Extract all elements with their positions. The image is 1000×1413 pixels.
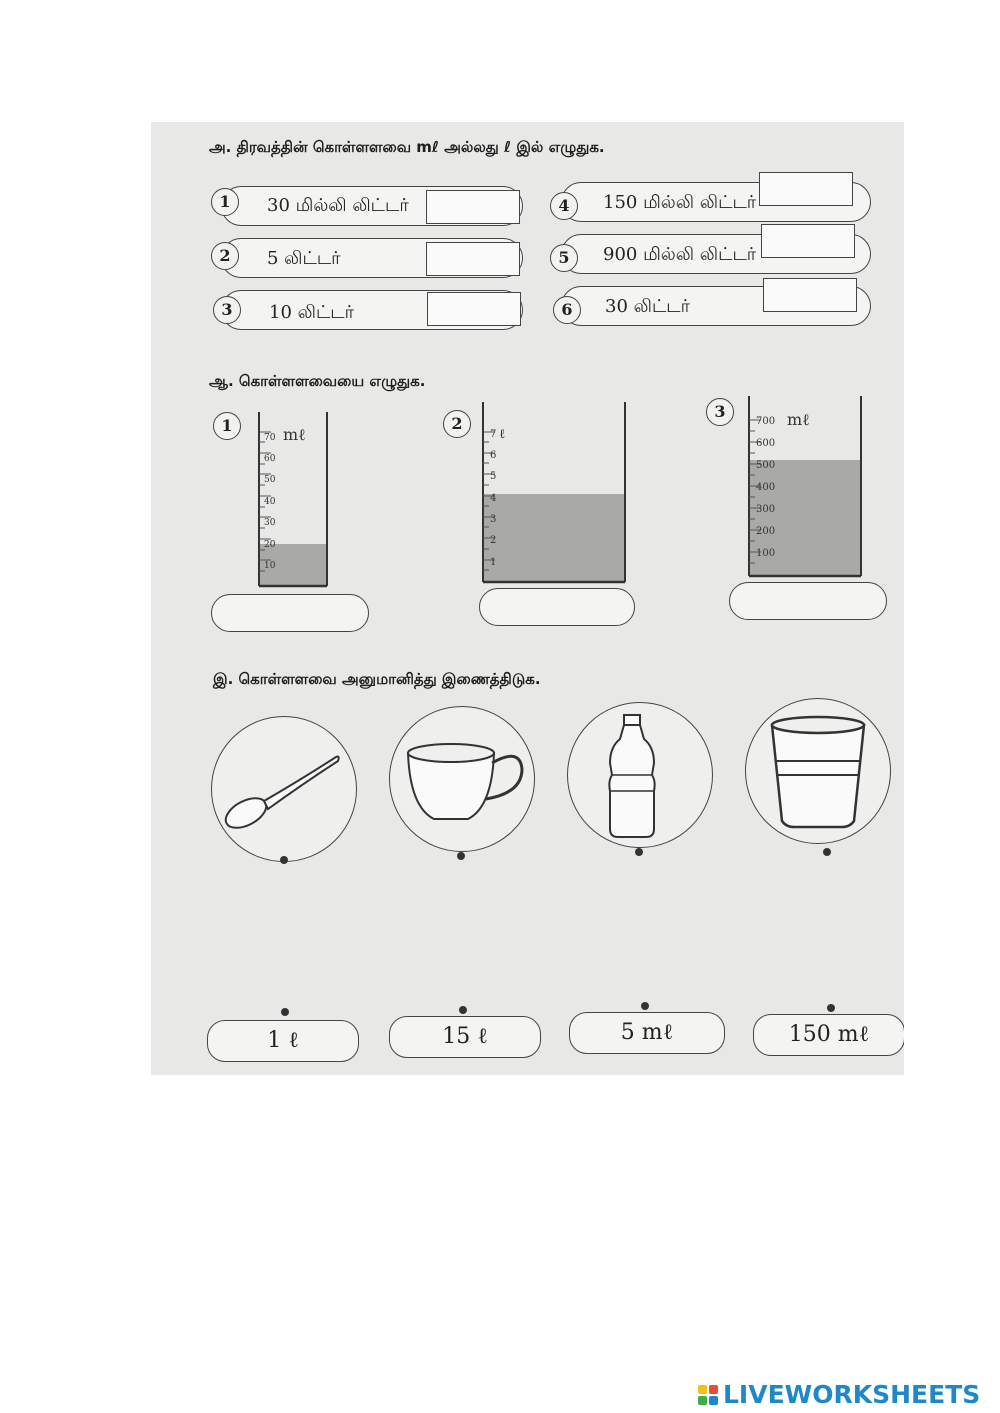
tick-label: 6 (490, 450, 497, 461)
picture-circle-cup (389, 706, 535, 852)
item-text-1: 30 மில்லி லிட்டர் (267, 195, 409, 216)
match-dot-top[interactable] (823, 848, 831, 856)
cup-icon (390, 707, 534, 851)
answer-option-3[interactable]: 5 mℓ (569, 1012, 725, 1054)
tick-label: 30 (264, 518, 276, 528)
section-c-title: இ. கொள்ளளவை அனுமானித்து இணைத்திடுக. (213, 670, 541, 688)
item-text-5: 900 மில்லி லிட்டர் (603, 244, 757, 265)
match-dot-bottom[interactable] (281, 1008, 289, 1016)
match-dot-top[interactable] (635, 848, 643, 856)
item-number-2: 2 (211, 242, 239, 270)
answer-option-1[interactable]: 1 ℓ (207, 1020, 359, 1062)
answer-option-2[interactable]: 15 ℓ (389, 1016, 541, 1058)
answer-box-6[interactable] (763, 278, 857, 312)
logo-mark-icon (698, 1385, 718, 1405)
tick-label: 20 (264, 540, 276, 550)
tick-label: 700 (756, 416, 776, 427)
measuring-cylinder-1 (247, 410, 337, 590)
tick-label: 40 (264, 497, 276, 507)
tick-label: 5 (490, 471, 497, 482)
beaker-answer-2[interactable] (479, 588, 635, 626)
tick-label: 500 (756, 460, 776, 471)
match-dot-bottom[interactable] (641, 1002, 649, 1010)
tick-label: 2 (490, 535, 497, 546)
item-number-4: 4 (550, 192, 578, 220)
answer-box-1[interactable] (426, 190, 520, 224)
tick-label: 10 (264, 561, 276, 571)
match-dot-bottom[interactable] (827, 1004, 835, 1012)
worksheet-page (151, 122, 904, 1075)
item-text-3: 10 லிட்டர் (269, 302, 355, 323)
answer-box-3[interactable] (427, 292, 521, 326)
tick-label: 50 (264, 475, 276, 485)
picture-circle-bucket (745, 698, 891, 844)
beaker-answer-1[interactable] (211, 594, 369, 632)
bucket-icon (746, 699, 890, 843)
match-dot-bottom[interactable] (459, 1006, 467, 1014)
item-number-3: 3 (213, 296, 241, 324)
answer-box-5[interactable] (761, 224, 855, 258)
unit-label: ℓ (499, 427, 506, 442)
item-text-2: 5 லிட்டர் (267, 248, 341, 269)
tick-label: 400 (756, 482, 776, 493)
section-a-title: அ. திரவத்தின் கொள்ளளவை mℓ அல்லது ℓ இல் எழுதுக. (209, 138, 605, 156)
spoon-icon (212, 717, 356, 861)
tick-label: 7 (490, 429, 497, 440)
beaker-number-1: 1 (213, 412, 241, 440)
tick-label: 3 (490, 514, 497, 525)
measuring-cylinder-2 (473, 400, 633, 586)
tick-label: 60 (264, 454, 276, 464)
tick-label: 300 (756, 504, 776, 515)
tick-label: 70 (264, 433, 276, 443)
beaker-number-3: 3 (706, 398, 734, 426)
tick-label: 4 (490, 493, 497, 504)
item-number-5: 5 (550, 244, 578, 272)
item-text-4: 150 மில்லி லிட்டர் (603, 192, 757, 213)
picture-circle-spoon (211, 716, 357, 862)
answer-box-2[interactable] (426, 242, 520, 276)
item-number-1: 1 (211, 188, 239, 216)
match-dot-top[interactable] (280, 856, 288, 864)
match-dot-top[interactable] (457, 852, 465, 860)
logo-text: LIVEWORKSHEETS (723, 1380, 981, 1409)
unit-label: mℓ (787, 410, 810, 429)
beaker-number-2: 2 (443, 410, 471, 438)
tick-label: 100 (756, 548, 776, 559)
measuring-cylinder-3 (739, 394, 869, 580)
bottle-icon (568, 703, 712, 847)
section-b-title: ஆ. கொள்ளளவையை எழுதுக. (209, 372, 426, 390)
beaker-answer-3[interactable] (729, 582, 887, 620)
item-text-6: 30 லிட்டர் (605, 296, 691, 317)
answer-option-4[interactable]: 150 mℓ (753, 1014, 904, 1056)
liquid-fill-2 (483, 494, 625, 582)
tick-label: 1 (490, 557, 497, 568)
item-number-6: 6 (553, 296, 581, 324)
picture-circle-bottle (567, 702, 713, 848)
tick-label: 200 (756, 526, 776, 537)
tick-label: 600 (756, 438, 776, 449)
answer-box-4[interactable] (759, 172, 853, 206)
unit-label: mℓ (283, 425, 306, 444)
liveworksheets-logo (698, 1380, 980, 1409)
